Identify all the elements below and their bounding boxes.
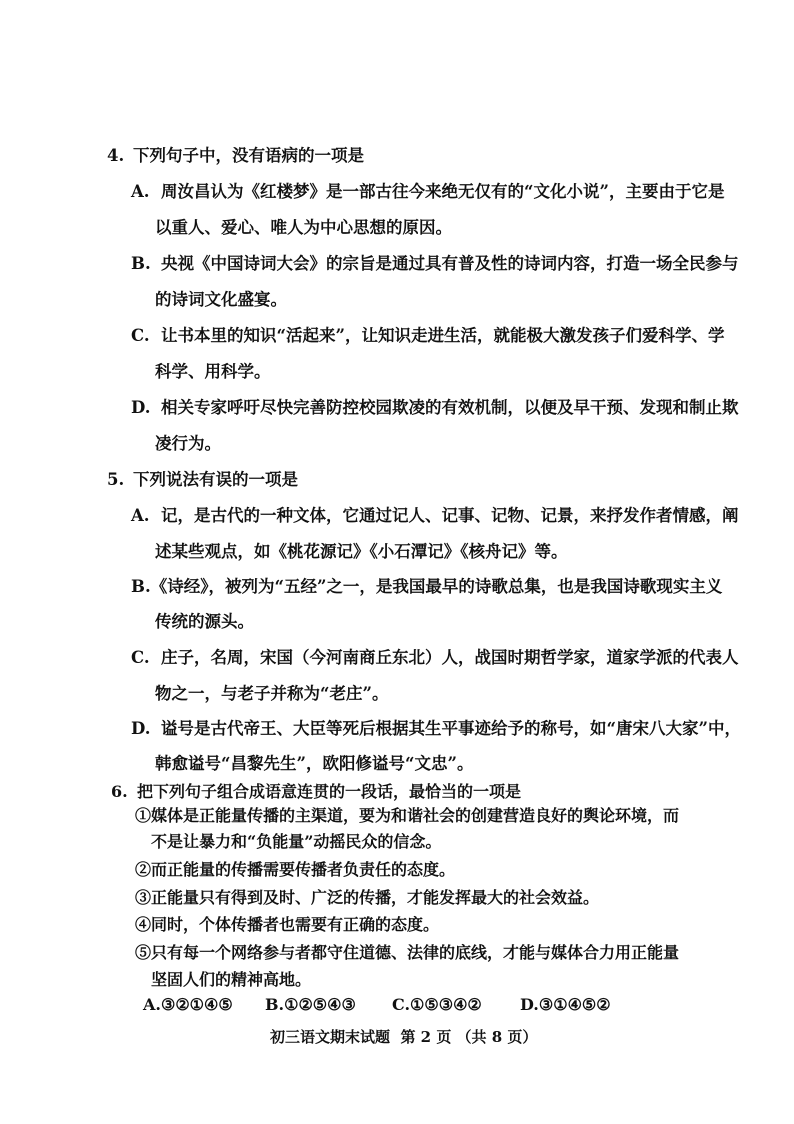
option-text: 《诗经》，被列为“五经”之一，是我国最早的诗歌总集，也是我国诗歌现实主义 [150, 577, 723, 596]
question-5-stem [107, 466, 298, 490]
q4-option-d [131, 394, 739, 418]
option-text: 央视《中国诗词大会》的宗旨是通过具有普及性的诗词内容，打造一场全民参与 [161, 254, 739, 273]
q5-option-d [131, 715, 741, 739]
q6-choice-d [520, 995, 611, 1014]
question-text: 把下列句子组合成语意连贯的一段话，最恰当的一项是 [137, 782, 522, 801]
option-text: 让书本里的知识“活起来”，让知识走进生活，就能极大激发孩子们爱科学、学 [161, 326, 725, 345]
option-label: B. [131, 577, 151, 596]
choice-label: A. [143, 995, 161, 1014]
q6-choice-c [392, 995, 482, 1014]
choice-label: C. [392, 995, 411, 1014]
option-label: B. [131, 254, 151, 273]
question-4-stem [107, 142, 364, 166]
q5-option-b-cont: 传统的源头。 [155, 612, 254, 631]
q6-sentence-5: ⑤只有每一个网络参与者都守住道德、法律的底线，才能与媒体合力用正能量 [135, 943, 680, 962]
q5-option-b [131, 573, 722, 597]
q6-sentence-5-cont: 坚固人们的精神高地。 [151, 970, 312, 989]
q6-choice-a [143, 995, 233, 1014]
q4-option-a-cont: 以重人、爱心、唯人为中心思想的原因。 [155, 218, 452, 237]
option-label: D. [131, 398, 151, 417]
choice-label: B. [265, 995, 285, 1014]
q5-option-a-cont: 述某些观点，如《桃花源记》《小石潭记》《核舟记》等。 [155, 542, 568, 561]
q5-option-d-cont: 韩愈谥号“昌黎先生”，欧阳修谥号“文忠”。 [155, 754, 474, 773]
option-label: C. [131, 648, 150, 667]
choice-value: ①⑤③④② [410, 995, 482, 1014]
q4-option-b [131, 250, 739, 274]
option-text: 周汝昌认为《红楼梦》是一部古往今来绝无仅有的“文化小说”，主要由于它是 [161, 182, 725, 201]
q6-sentence-2: ②而正能量的传播需要传播者负责任的态度。 [135, 860, 456, 879]
choice-value: ①②⑤④③ [284, 995, 356, 1014]
q6-sentence-4: ④同时，个体传播者也需要有正确的态度。 [135, 915, 440, 934]
choice-value: ③①④⑤② [538, 995, 611, 1014]
question-text: 下列句子中，没有语病的一项是 [133, 146, 364, 165]
q4-option-c [131, 322, 724, 346]
choice-label: D. [520, 995, 539, 1014]
q5-option-c [131, 644, 739, 668]
question-number: 6. [111, 782, 128, 801]
option-text: 庄子，名周，宋国（今河南商丘东北）人，战国时期哲学家，道家学派的代表人 [161, 648, 739, 667]
option-label: C. [131, 326, 150, 345]
q6-sentence-1-cont: 不是让暴力和“负能量”动摇民众的信念。 [151, 832, 442, 851]
option-label: D. [131, 719, 151, 738]
option-text: 相关专家呼吁尽快完善防控校园欺凌的有效机制，以便及早干预、发现和制止欺 [161, 398, 739, 417]
question-6-stem [111, 779, 521, 802]
q4-option-d-cont: 凌行为。 [155, 434, 221, 453]
q4-option-b-cont: 的诗词文化盛宴。 [155, 290, 287, 309]
q6-sentence-3: ③正能量只有得到及时、广泛的传播，才能发挥最大的社会效益。 [135, 888, 600, 907]
q4-option-a [131, 178, 724, 202]
page-footer: 初三语文期末试题 第 2 页 （共 8 页） [270, 1028, 538, 1046]
option-label: A. [131, 182, 150, 201]
q6-choice-b [265, 995, 356, 1014]
option-text: 记，是古代的一种文体，它通过记人、记事、记物、记景，来抒发作者情感，阐 [161, 506, 739, 525]
q5-option-a [131, 502, 739, 526]
option-text: 谥号是古代帝王、大臣等死后根据其生平事迹给予的称号，如“唐宋八大家”中， [161, 719, 741, 738]
q5-option-c-cont: 物之一，与老子并称为“老庄”。 [155, 684, 389, 703]
choice-value: ③②①④⑤ [160, 995, 233, 1014]
q4-option-c-cont: 科学、用科学。 [155, 362, 271, 381]
q6-sentence-1: ①媒体是正能量传播的主渠道，要为和谐社会的创建营造良好的舆论环境，而 [135, 806, 680, 825]
question-text: 下列说法有误的一项是 [133, 470, 298, 489]
option-label: A. [131, 506, 150, 525]
question-number: 4. [107, 146, 125, 165]
question-number: 5. [107, 470, 125, 489]
